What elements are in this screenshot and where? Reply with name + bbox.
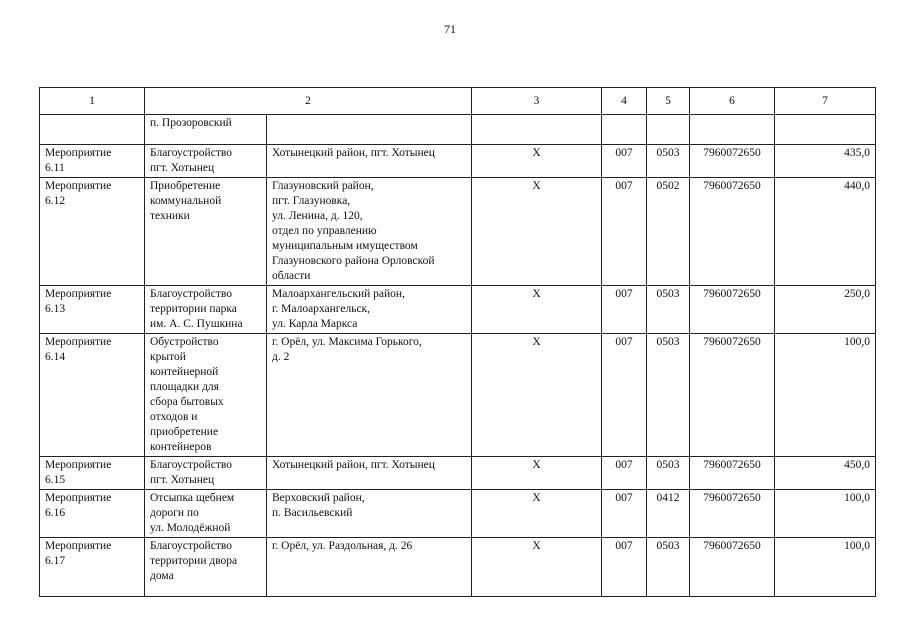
classifier-cell: 7960072650 [690, 538, 775, 597]
table-row-continuation [40, 115, 876, 145]
address-cell [267, 115, 472, 145]
measure-cell: Мероприятие 6.16 [40, 490, 145, 538]
table-row [40, 490, 876, 538]
measure-cell: Мероприятие 6.14 [40, 334, 145, 457]
budget-measures-table [39, 87, 876, 597]
section-cell: 0412 [647, 490, 690, 538]
classifier-cell: 7960072650 [690, 334, 775, 457]
address-cell: Малоархангельский район, г. Малоархангельск, ул. Карла Маркса [267, 286, 472, 334]
address-cell: Глазуновский район, пгт. Глазуновка, ул. Ленина, д. 120, отдел по управлению муниципальным имуществом Глазуновского района Орловской области [267, 178, 472, 286]
section-cell: 0502 [647, 178, 690, 286]
header-col-6: 6 [690, 88, 775, 115]
measure-cell: Мероприятие 6.17 [40, 538, 145, 597]
measure-cell: Мероприятие 6.13 [40, 286, 145, 334]
classifier-cell: 7960072650 [690, 145, 775, 178]
mark-cell: Х [472, 178, 602, 286]
mark-cell: Х [472, 490, 602, 538]
name-cell: Приобретение коммунальной техники [145, 178, 267, 286]
amount-cell: 250,0 [775, 286, 876, 334]
code-cell: 007 [602, 490, 647, 538]
mark-cell [472, 115, 602, 145]
header-col-4: 4 [602, 88, 647, 115]
page-number: 71 [444, 22, 456, 36]
section-cell: 0503 [647, 334, 690, 457]
mark-cell: Х [472, 145, 602, 178]
amount-cell [775, 115, 876, 145]
code-cell: 007 [602, 178, 647, 286]
amount-cell: 100,0 [775, 334, 876, 457]
table-row [40, 457, 876, 490]
table-row [40, 145, 876, 178]
amount-cell: 450,0 [775, 457, 876, 490]
table-row [40, 286, 876, 334]
address-cell: г. Орёл, ул. Максима Горького, д. 2 [267, 334, 472, 457]
classifier-cell: 7960072650 [690, 286, 775, 334]
section-cell: 0503 [647, 286, 690, 334]
name-cell: Обустройство крытой контейнерной площадки для сбора бытовых отходов и приобретение контейнеров [145, 334, 267, 457]
header-col-5: 5 [647, 88, 690, 115]
amount-cell: 440,0 [775, 178, 876, 286]
name-cell: Отсыпка щебнем дороги по ул. Молодёжной [145, 490, 267, 538]
table-row [40, 178, 876, 286]
table-row [40, 538, 876, 597]
mark-cell: Х [472, 538, 602, 597]
measure-cell [40, 115, 145, 145]
address-cell: г. Орёл, ул. Раздольная, д. 26 [267, 538, 472, 597]
classifier-cell: 7960072650 [690, 490, 775, 538]
name-cell: Благоустройство территории двора дома [145, 538, 267, 597]
code-cell: 007 [602, 457, 647, 490]
mark-cell: Х [472, 334, 602, 457]
classifier-cell: 7960072650 [690, 178, 775, 286]
header-row [40, 88, 876, 115]
code-cell [602, 115, 647, 145]
header-col-1: 1 [40, 88, 145, 115]
measure-cell: Мероприятие 6.12 [40, 178, 145, 286]
mark-cell: Х [472, 286, 602, 334]
amount-cell: 100,0 [775, 538, 876, 597]
name-cell: Благоустройство пгт. Хотынец [145, 457, 267, 490]
header-col-7: 7 [775, 88, 876, 115]
address-cell: Хотынецкий район, пгт. Хотынец [267, 457, 472, 490]
code-cell: 007 [602, 538, 647, 597]
mark-cell: Х [472, 457, 602, 490]
classifier-cell [690, 115, 775, 145]
section-cell: 0503 [647, 457, 690, 490]
name-cell: п. Прозоровский [145, 115, 267, 145]
code-cell: 007 [602, 334, 647, 457]
section-cell: 0503 [647, 145, 690, 178]
name-cell: Благоустройство пгт. Хотынец [145, 145, 267, 178]
section-cell: 0503 [647, 538, 690, 597]
section-cell [647, 115, 690, 145]
code-cell: 007 [602, 145, 647, 178]
header-col-2: 2 [145, 88, 472, 115]
amount-cell: 435,0 [775, 145, 876, 178]
measure-cell: Мероприятие 6.15 [40, 457, 145, 490]
name-cell: Благоустройство территории парка им. А. С. Пушкина [145, 286, 267, 334]
classifier-cell: 7960072650 [690, 457, 775, 490]
measure-cell: Мероприятие 6.11 [40, 145, 145, 178]
address-cell: Хотынецкий район, пгт. Хотынец [267, 145, 472, 178]
address-cell: Верховский район, п. Васильевский [267, 490, 472, 538]
table-row [40, 334, 876, 457]
code-cell: 007 [602, 286, 647, 334]
header-col-3: 3 [472, 88, 602, 115]
amount-cell: 100,0 [775, 490, 876, 538]
